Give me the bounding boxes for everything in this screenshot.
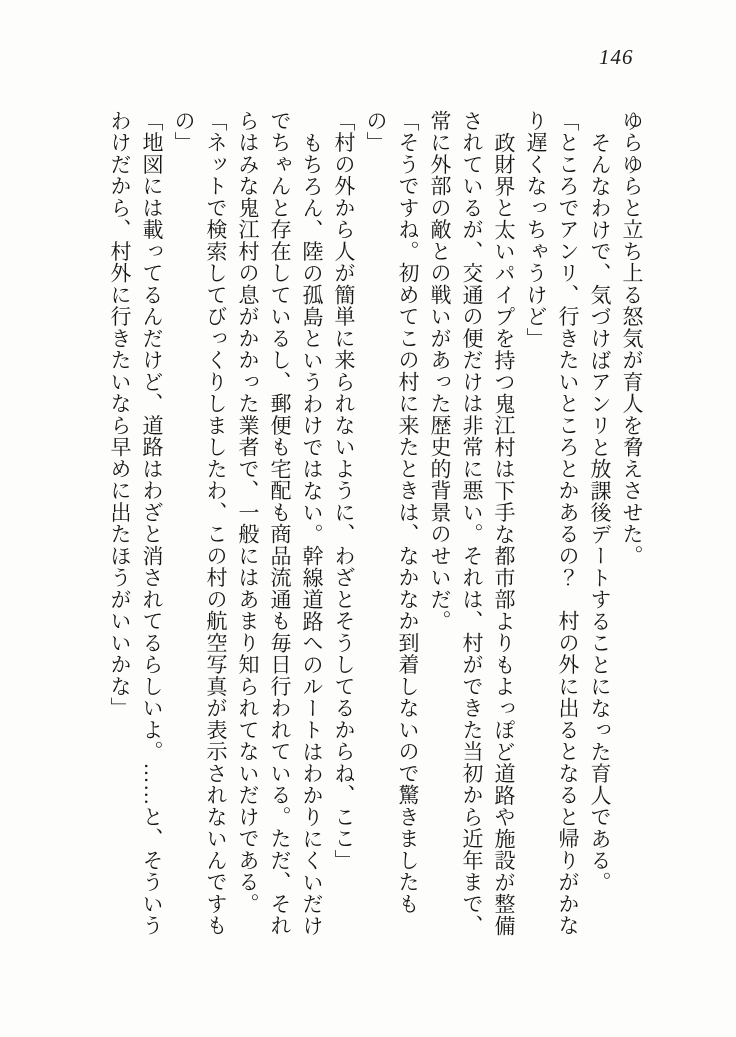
vertical-text-block <box>104 110 648 940</box>
text-line: 政財界と太いパイプを持つ鬼江村は下手な都市部よりもよっぽど道路や施設が整備 <box>492 132 516 937</box>
text-line: ゆらゆらと立ち上る怒気が育人を脅えさせた。 <box>620 110 644 567</box>
text-line: でちゃんと存在しているし、郵便も宅配も商品流通も毎日行われている。ただ、それ <box>268 110 292 937</box>
text-line: り遅くなっちゃうけど」 <box>524 110 548 350</box>
text-line: 「そうですね。初めてこの村に来たときは、なかなか到着しないので驚きましたも <box>396 110 420 915</box>
text-line: 「地図には載ってるんだけど、道路はわざと消されてるらしいよ。……と、そういう <box>140 110 164 937</box>
text-line: 「ネットで検索してびっくりしましたわ、この村の航空写真が表示されないんですも <box>204 110 228 937</box>
text-line: らはみな鬼江村の息がかかった業者で、一般にはあまり知られてないだけである。 <box>236 110 260 915</box>
page-number: 146 <box>599 45 634 69</box>
text-line: 「村の外から人が簡単に来られないように、わざとそうしてるからね、ここ」 <box>332 110 356 872</box>
text-line: もちろん、陸の孤島というわけではない。幹線道路へのルートはわかりにくいだけ <box>300 132 324 937</box>
text-line: 常に外部の敵との戦いがあった歴史的背景のせいだ。 <box>428 110 452 632</box>
text-line: の」 <box>172 110 196 154</box>
text-line: されているが、交通の便だけは非常に悪い。それは、村ができた当初から近年まで、 <box>460 110 484 937</box>
text-line: そんなわけで、気づけばアンリと放課後デートすることになった育人である。 <box>588 132 612 894</box>
text-line: の」 <box>364 110 388 154</box>
text-line: わけだから、村外に行きたいなら早めに出たほうがいいかな」 <box>108 110 132 719</box>
text-line: 「ところでアンリ、行きたいところとかあるの？ 村の外に出るとなると帰りがかな <box>556 110 580 937</box>
